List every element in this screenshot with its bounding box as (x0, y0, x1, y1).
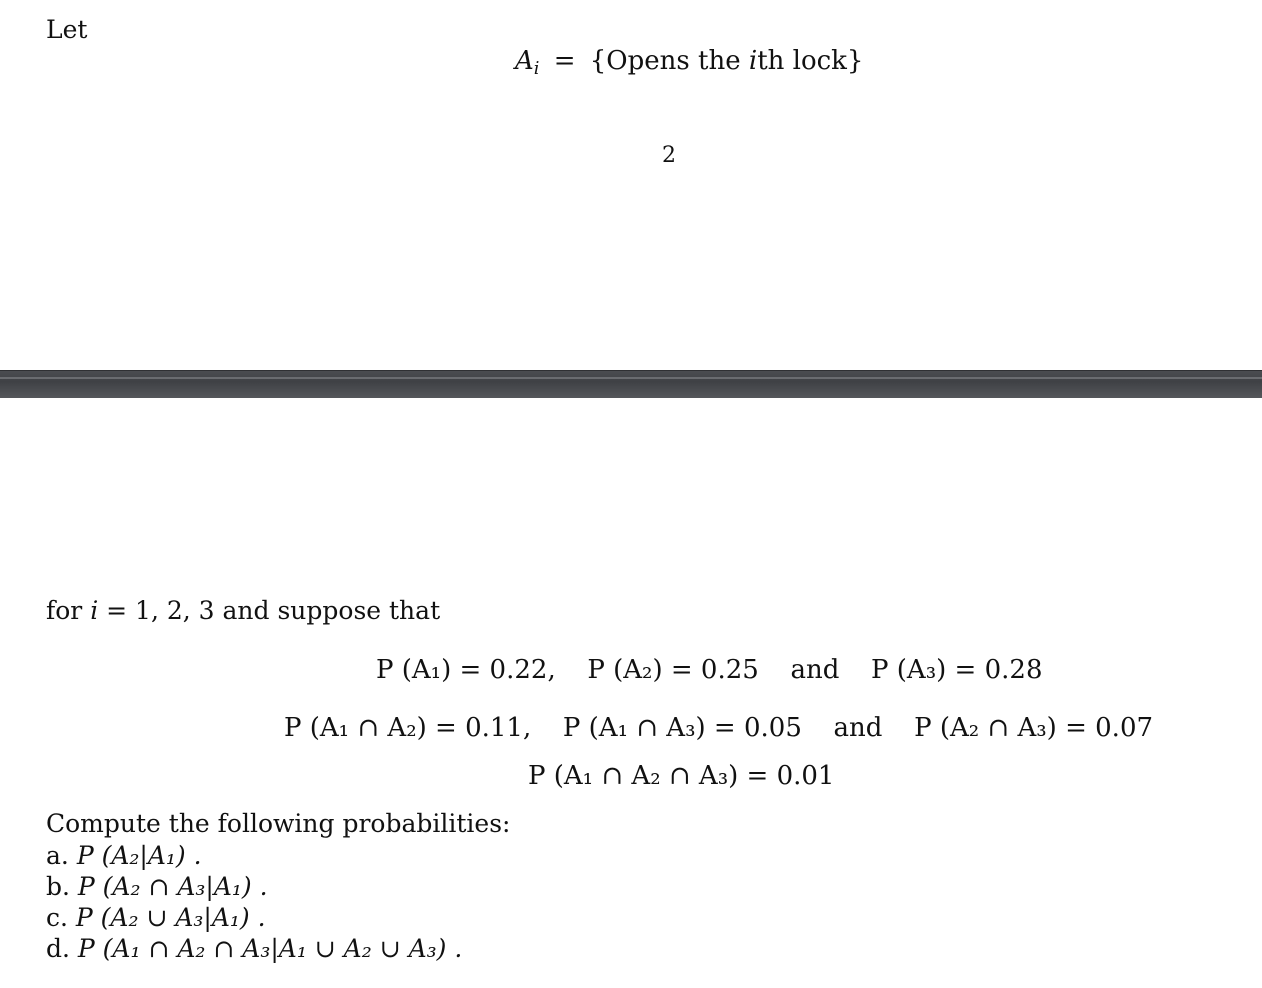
question-label: d. (46, 934, 70, 963)
question-label: a. (46, 841, 69, 870)
question-label: c. (46, 903, 68, 932)
question-item-b (46, 872, 462, 903)
question-label: b. (46, 872, 70, 901)
question-item-d (46, 934, 462, 965)
page-break-highlight (0, 377, 1262, 379)
pairwise-intersection-equation (284, 712, 1153, 744)
lock-event-definition (515, 45, 863, 85)
definition-set-var: i (748, 46, 758, 76)
for-variable: i (90, 596, 99, 625)
question-expression: P (A₂ ∪ A₃|A₁) . (75, 903, 266, 932)
for-text-end: = 1, 2, 3 and suppose that (98, 596, 441, 625)
definition-set-open: {Opens the (589, 46, 749, 76)
definition-set-close: th lock} (757, 46, 864, 76)
eq2-p3: P (A₂ ∩ A₃) = 0.07 (914, 713, 1154, 743)
eq1-p3: P (A₃) = 0.28 (871, 655, 1043, 685)
eq1-p2: P (A₂) = 0.25 (587, 655, 759, 685)
question-expression: P (A₂ ∩ A₃|A₁) . (77, 872, 268, 901)
question-item-a (46, 841, 462, 872)
question-list (46, 841, 462, 965)
eq2-p1: P (A₁ ∩ A₂) = 0.11, (284, 713, 532, 743)
compute-heading: Compute the following probabilities: (46, 809, 511, 838)
for-text-start: for (46, 596, 91, 625)
triple-intersection-equation: P (A₁ ∩ A₂ ∩ A₃) = 0.01 (528, 761, 835, 791)
eq1-and: and (790, 655, 840, 685)
eq2-p2: P (A₁ ∩ A₃) = 0.05 (562, 713, 802, 743)
definition-lhs: A (515, 46, 534, 76)
question-expression: P (A₁ ∩ A₂ ∩ A₃|A₁ ∪ A₂ ∪ A₃) . (77, 934, 463, 963)
for-i-statement (46, 596, 440, 626)
definition-equals: = (553, 46, 576, 76)
page-number: 2 (662, 143, 676, 168)
eq1-p1: P (A₁) = 0.22, (376, 655, 556, 685)
page-break-bar (0, 370, 1262, 398)
question-item-c (46, 903, 462, 934)
definition-lhs-subscript: i (533, 58, 540, 79)
intro-text: Let (46, 15, 88, 44)
single-probabilities-equation (376, 654, 1042, 686)
eq2-and: and (833, 713, 883, 743)
question-expression: P (A₂|A₁) . (76, 841, 202, 870)
